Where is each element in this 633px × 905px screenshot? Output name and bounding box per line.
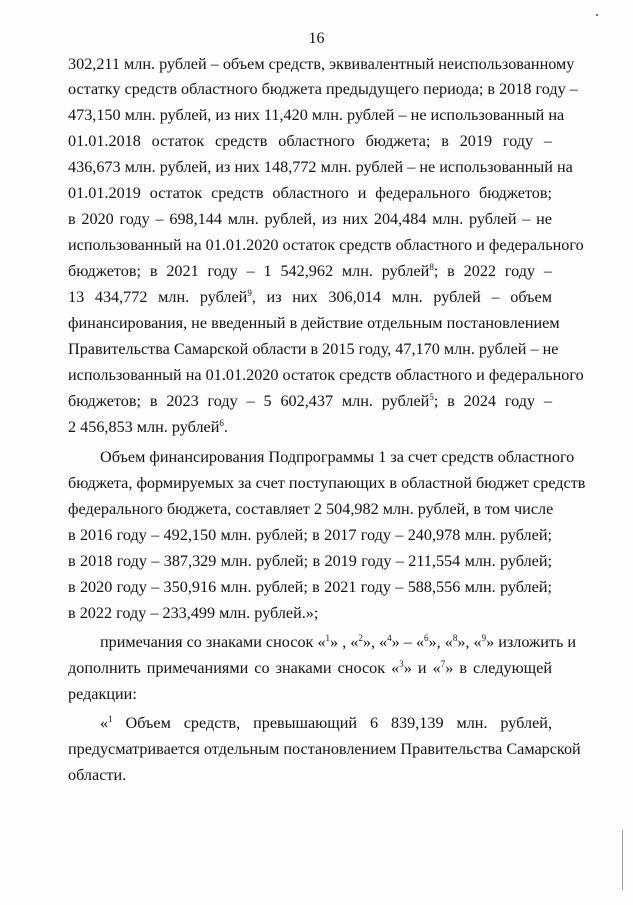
scan-mark — [596, 14, 598, 16]
text-line: бюджетов; в 2021 году – 1 542,962 млн. рублей$^8$; в 2022 году – — [68, 262, 552, 280]
text-line: бюджета, формируемых за счет поступающих в областной бюджет средств — [68, 474, 586, 492]
text-line: в 2018 году – 387,329 млн. рублей; в 2019 году – 211,554 млн. рублей; — [68, 552, 552, 570]
text-line: в 2020 году – 350,916 млн. рублей; в 2021 году – 588,556 млн. рублей; — [68, 578, 552, 596]
page-number: 16 — [308, 30, 325, 47]
text-line: использованный на 01.01.2020 остаток средств областного и федерального — [68, 236, 584, 254]
text-line: 01.01.2019 остаток средств областного и федерального бюджетов; — [68, 184, 552, 202]
text-line: редакции: — [68, 685, 137, 703]
text-line: 01.01.2018 остаток средств областного бюджета; в 2019 году – — [68, 132, 552, 150]
text-line: 13 434,772 млн. рублей$^9$, из них 306,014 млн. рублей – объем — [68, 288, 552, 306]
scan-mark — [622, 830, 623, 890]
text-line: «$^1$ Объем средств, превышающий 6 839,139 млн. рублей, — [100, 714, 552, 732]
footnote-mark: 6 — [219, 418, 224, 428]
text-line: Объем финансирования Подпрограммы 1 за счет средств областного — [100, 448, 575, 466]
text-line: в 2022 году – 233,499 млн. рублей.»; — [68, 604, 319, 622]
footnote-mark: 9 — [247, 288, 252, 298]
text-line: 436,673 млн. рублей, из них 148,772 млн. рублей – не использованный на — [68, 158, 573, 176]
footnote-mark: 8 — [429, 262, 434, 272]
text-line: примечания со знаками сносок «$^1$» , «$^2$», «$^4$» – «$^6$», «$^8$», «$^9$» изложить и — [100, 633, 577, 651]
text-line: области. — [68, 766, 127, 784]
text-line: остатку средств областного бюджета предыдущего периода; в 2018 году – — [68, 80, 578, 98]
footnote-mark: 5 — [429, 392, 434, 402]
text-line: финансирования, не введенный в действие отдельным постановлением — [68, 314, 560, 332]
text-line: дополнить примечаниями со знаками сносок «$^3$» и «$^7$» в следующей — [68, 659, 552, 677]
text-line: бюджетов; в 2023 году – 5 602,437 млн. рублей$^5$; в 2024 году – — [68, 392, 552, 410]
text-line: федерального бюджета, составляет 2 504,982 млн. рублей, в том числе — [68, 500, 554, 518]
text-line: 473,150 млн. рублей, из них 11,420 млн. рублей – не использованный на — [68, 106, 565, 124]
text-line: 2 456,853 млн. рублей$^6$. — [68, 418, 228, 436]
text-line: Правительства Самарской области в 2015 году, 47,170 млн. рублей – не — [68, 340, 559, 358]
text-line: в 2020 году – 698,144 млн. рублей, из них 204,484 млн. рублей – не — [68, 210, 552, 228]
text-line: использованный на 01.01.2020 остаток средств областного и федерального — [68, 366, 584, 384]
text-line: предусматривается отдельным постановлением Правительства Самарской — [68, 740, 581, 758]
text-line: 302,211 млн. рублей – объем средств, эквивалентный неиспользованному — [68, 55, 575, 73]
text-line: в 2016 году – 492,150 млн. рублей; в 2017 году – 240,978 млн. рублей; — [68, 526, 552, 544]
